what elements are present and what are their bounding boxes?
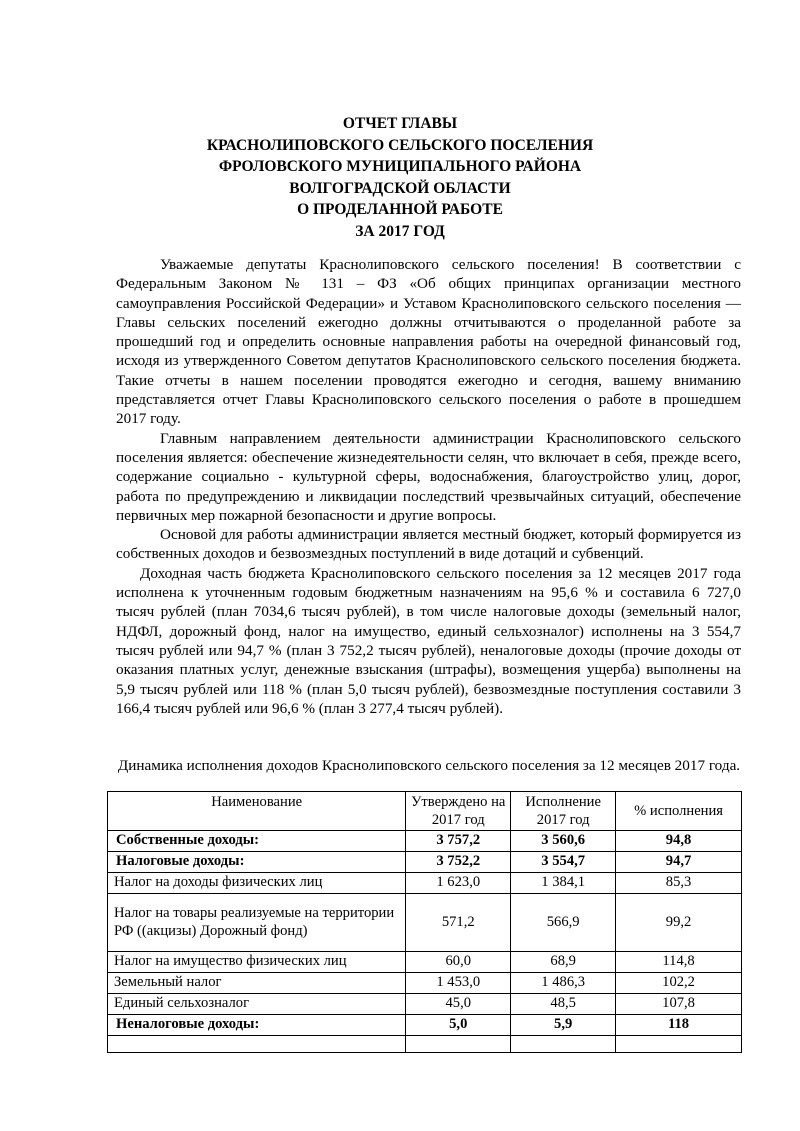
empty-cell [108,1036,406,1053]
table-header-row [108,792,742,831]
row-executed-cell: 3 554,7 [511,852,616,873]
table-row [108,894,742,952]
row-executed-cell: 566,9 [511,894,616,952]
row-name-cell: Собственные доходы: [108,831,406,852]
row-executed-cell: 1 486,3 [511,973,616,994]
title-line-2: КРАСНОЛИПОВСКОГО СЕЛЬСКОГО ПОСЕЛЕНИЯ [206,136,594,154]
paragraph-budget-basis: Основой для работы администрации является местный бюджет, который формируется из собственных доходов и безвозмездных поступлений в виде дотаций и субвенций. [116,526,741,563]
row-name-cell: Земельный налог [108,973,406,994]
row-percent-cell: 94,7 [616,852,742,873]
row-executed-cell: 1 384,1 [511,873,616,894]
table-row [108,831,742,852]
empty-cell [511,1036,616,1053]
title-line-4: ВОЛГОГРАДСКОЙ ОБЛАСТИ [289,179,511,197]
row-executed-cell: 5,9 [511,1015,616,1036]
report-title [0,113,800,243]
row-executed-cell: 68,9 [511,952,616,973]
table-row [108,973,742,994]
header-name: Наименование [108,792,406,831]
paragraph-revenue: Доходная часть бюджета Краснолиповского сельского поселения за 12 месяцев 2017 года исполнена к уточненным годовым бюджетным назначениям на 95,6 % и составила 6 727,0 тысяч рублей (план 7034,6 тысяч рублей), в том числе налоговые доходы (земельный налог, НДФЛ, дорожный фонд, налог на имущество, единый сельхозналог) исполнены на 3 554,7 тысяч рублей или 94,7 % (план 3 752,2 тысяч рублей), неналоговые доходы (прочие доходы от оказания платных услуг, денежные взыскания (штрафы), возмещения ущерба) выполнены на 5,9 тысяч рублей или 118 % (план 5,0 тысяч рублей), безвозмездные поступления составили 3 166,4 тысяч рублей или 96,6 % (план 3 277,4 тысяч рублей). [116,564,741,717]
row-approved-cell: 3 752,2 [406,852,511,873]
title-line-6: ЗА 2017 ГОД [355,222,445,240]
row-approved-cell: 5,0 [406,1015,511,1036]
table-row [108,1015,742,1036]
empty-cell [616,1036,742,1053]
row-percent-cell: 118 [616,1015,742,1036]
table-caption: Динамика исполнения доходов Краснолиповского сельского поселения за 12 месяцев 2017 года. [117,757,741,774]
row-name-cell: Неналоговые доходы: [108,1015,406,1036]
row-executed-cell: 3 560,6 [511,831,616,852]
row-approved-cell: 571,2 [406,894,511,952]
title-line-3: ФРОЛОВСКОГО МУНИЦИПАЛЬНОГО РАЙОНА [218,158,582,176]
row-approved-cell: 1 623,0 [406,873,511,894]
table-row [108,873,742,894]
header-executed: Исполнение 2017 год [511,792,616,831]
row-percent-cell: 99,2 [616,894,742,952]
row-name-cell: Налог на товары реализуемые на территории РФ ((акцизы) Дорожный фонд) [108,894,406,952]
row-approved-cell: 45,0 [406,994,511,1015]
paragraph-intro: Уважаемые депутаты Краснолиповского сельского поселения! В соответствии с Федеральным Законом № 131 – ФЗ «Об общих принципах организации местного самоуправления Российской Федерации» и Уставом Краснолиповского сельского поселения — Главы сельских поселений ежегодно должны отчитываются о проделанной работе за прошедший год и определить основные направления работы на очередной финансовый год, исходя из утвержденного Советом депутатов Краснолиповского сельского поселения бюджета. Такие отчеты в нашем поселении проводятся ежегодно и сегодня, вашему вниманию представляется отчет Главы Краснолиповского сельского поселения о работе в прошедшем 2017 году. [116,256,741,428]
row-percent-cell: 107,8 [616,994,742,1015]
row-approved-cell: 1 453,0 [406,973,511,994]
row-percent-cell: 85,3 [616,873,742,894]
row-executed-cell: 48,5 [511,994,616,1015]
header-percent: % исполнения [616,792,742,831]
table-row [108,852,742,873]
table-row [108,952,742,973]
row-approved-cell: 3 757,2 [406,831,511,852]
row-name-cell: Налог на имущество физических лиц [108,952,406,973]
row-percent-cell: 114,8 [616,952,742,973]
paragraph-main-direction: Главным направлением деятельности администрации Краснолиповского сельского поселения является: обеспечение жизнедеятельности селян, что включает в себя, прежде всего, содержание социально - культурной сферы, водоснабжения, благоустройство улиц, дорог, работа по предупреждению и ликвидации последствий чрезвычайных ситуаций, обеспечение первичных мер пожарной безопасности и другие вопросы. [116,429,741,524]
table-empty-row [108,1036,742,1053]
title-line-1: ОТЧЕТ ГЛАВЫ [342,115,458,132]
row-name-cell: Налог на доходы физических лиц [108,873,406,894]
report-body [116,255,741,718]
row-name-cell: Единый сельхозналог [108,994,406,1015]
empty-cell [406,1036,511,1053]
table-row [108,994,742,1015]
revenue-table [107,791,742,1053]
row-percent-cell: 94,8 [616,831,742,852]
row-approved-cell: 60,0 [406,952,511,973]
title-line-5: О ПРОДЕЛАННОЙ РАБОТЕ [297,201,503,219]
row-name-cell: Налоговые доходы: [108,852,406,873]
header-approved: Утверждено на 2017 год [406,792,511,831]
row-percent-cell: 102,2 [616,973,742,994]
